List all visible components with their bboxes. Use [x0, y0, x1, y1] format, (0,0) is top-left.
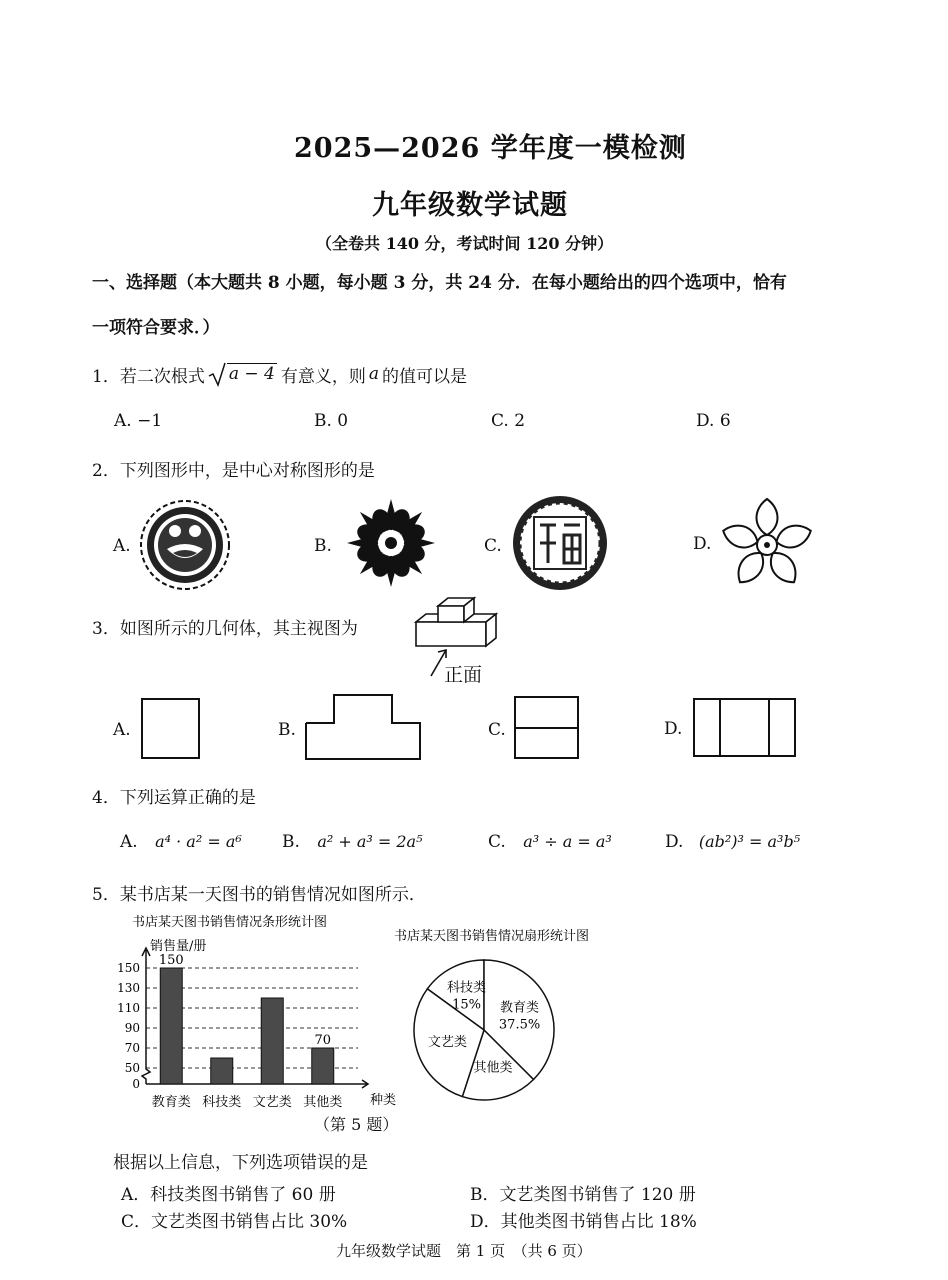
- pie-chart-title: 书店某天图书销售情况扇形统计图: [394, 929, 590, 944]
- pie-slice-value: 15%: [452, 997, 481, 1013]
- q3-view-b-stepped: [304, 693, 424, 761]
- bar-ytick-label: 50: [124, 1061, 140, 1075]
- q3-option-d[interactable]: D.: [664, 719, 683, 739]
- bar-data-label: 150: [158, 953, 184, 968]
- pie-slice-label: 其他类: [473, 1060, 513, 1076]
- q2-option-b[interactable]: B.: [314, 536, 332, 556]
- q4-label-c: C.: [488, 832, 506, 852]
- sqrt-sign-icon: [207, 361, 227, 387]
- pie-slice-label: 教育类: [500, 1000, 540, 1016]
- pie-slice-label: 文艺类: [427, 1034, 467, 1050]
- exam-title: 2025—2026 学年度一模检测: [294, 133, 687, 164]
- bar-ytick-label: 70: [124, 1041, 140, 1055]
- q4-option-c[interactable]: [488, 832, 612, 852]
- q3-stem: 3．如图所示的几何体，其主视图为: [92, 619, 358, 639]
- pie-slice-value: 37.5%: [498, 1017, 541, 1033]
- q5-figure-caption: （第 5 题）: [314, 1115, 399, 1134]
- page-footer: 九年级数学试题 第 1 页 （共 6 页）: [336, 1242, 592, 1260]
- q4-label-b: B.: [282, 832, 300, 852]
- q5-question: 根据以上信息，下列选项错误的是: [113, 1153, 368, 1173]
- q2-option-a[interactable]: A.: [113, 536, 131, 556]
- front-label: 正面: [444, 664, 483, 686]
- bar-ytick-label: 0: [132, 1077, 140, 1091]
- q4-expr-b: a² + a³ = 2a⁵: [317, 832, 423, 851]
- q1-option-a[interactable]: A. −1: [114, 411, 163, 431]
- bar-category-label: 其他类: [303, 1095, 343, 1110]
- q3-option-b[interactable]: B.: [278, 720, 296, 740]
- bar-1: [211, 1058, 233, 1084]
- q2-option-d[interactable]: D.: [693, 534, 712, 554]
- q4-expr-c: a³ ÷ a = a³: [523, 832, 612, 851]
- bar-ytick-label: 130: [117, 981, 140, 995]
- bar-chart-title: 书店某天图书销售情况条形统计图: [132, 915, 328, 930]
- section-heading-line2: 一项符合要求．）: [92, 318, 220, 338]
- q4-stem: 4．下列运算正确的是: [92, 788, 256, 808]
- pie-slice-label: 科技类: [447, 980, 487, 996]
- q4-expr-a: a⁴ · a² = a⁶: [155, 832, 242, 851]
- papercut-medallion-icon: [138, 498, 232, 592]
- q1-option-b[interactable]: B. 0: [314, 411, 349, 431]
- bar-ytick-label: 90: [124, 1021, 140, 1035]
- flower-star-icon: [344, 496, 438, 590]
- q4-label-d: D.: [665, 832, 684, 852]
- q1-stem: [92, 361, 467, 387]
- bar-category-label: 文艺类: [252, 1095, 292, 1110]
- q1-option-c[interactable]: C. 2: [491, 411, 526, 431]
- fu-seal-icon: [510, 493, 610, 593]
- lotus-flower-icon: [720, 495, 814, 595]
- bar-ytick-label: 110: [117, 1001, 140, 1015]
- q3-option-a[interactable]: A.: [113, 720, 131, 740]
- bar-data-label: 70: [314, 1033, 332, 1048]
- bar-category-label: 教育类: [151, 1095, 191, 1110]
- bar-category-label: 科技类: [202, 1095, 242, 1110]
- q3-option-c[interactable]: C.: [488, 720, 506, 740]
- q1-end: 的值可以是: [381, 366, 467, 387]
- subject-title: 九年级数学试题: [372, 190, 568, 221]
- q5-option-b[interactable]: B．文艺类图书销售了 120 册: [470, 1185, 696, 1205]
- bar-0: [160, 968, 182, 1084]
- pie-chart: [388, 920, 648, 1105]
- q2-stem: 2．下列图形中，是中心对称图形的是: [92, 461, 375, 481]
- q1-suffix: 有意义，则: [280, 366, 366, 387]
- q1-prefix: 1．若二次根式: [92, 366, 205, 387]
- bar-3: [312, 1048, 334, 1084]
- q4-option-d[interactable]: [665, 832, 800, 852]
- q3-view-a-square: [140, 697, 202, 761]
- bar-chart-xlabel: 种类: [370, 1093, 397, 1108]
- bar-y-axis: [142, 950, 150, 1084]
- q5-option-c[interactable]: C．文艺类图书销售占比 30%: [121, 1212, 348, 1232]
- q3-view-d-three-panels: [692, 697, 798, 759]
- q4-option-a[interactable]: [120, 832, 242, 852]
- exam-note: （全卷共 140 分，考试时间 120 分钟）: [316, 234, 614, 253]
- q4-option-b[interactable]: [282, 832, 423, 852]
- bar-ytick-label: 150: [117, 961, 140, 975]
- q5-option-d[interactable]: D．其他类图书销售占比 18%: [470, 1212, 697, 1232]
- q4-expr-d: (ab²)³ = a³b⁵: [698, 832, 801, 851]
- q1-option-d[interactable]: D. 6: [696, 411, 731, 431]
- q2-option-c[interactable]: C.: [484, 536, 502, 556]
- q1-radicand: a − 4: [228, 363, 275, 384]
- q5-option-a[interactable]: A．科技类图书销售了 60 册: [121, 1185, 336, 1205]
- q3-view-c-split-square: [513, 695, 581, 761]
- bar-2: [261, 998, 283, 1084]
- bar-chart-ylabel: 销售量/册: [150, 939, 207, 954]
- q1-var: a: [368, 364, 379, 384]
- section-heading-line1: 一、选择题（本大题共 8 小题，每小题 3 分，共 24 分．在每小题给出的四个选项中，恰有: [92, 273, 787, 293]
- q5-stem: 5．某书店某一天图书的销售情况如图所示．: [92, 885, 426, 905]
- stepped-block-solid-icon: [412, 596, 502, 656]
- bar-chart: [108, 908, 408, 1113]
- q4-label-a: A.: [120, 832, 138, 852]
